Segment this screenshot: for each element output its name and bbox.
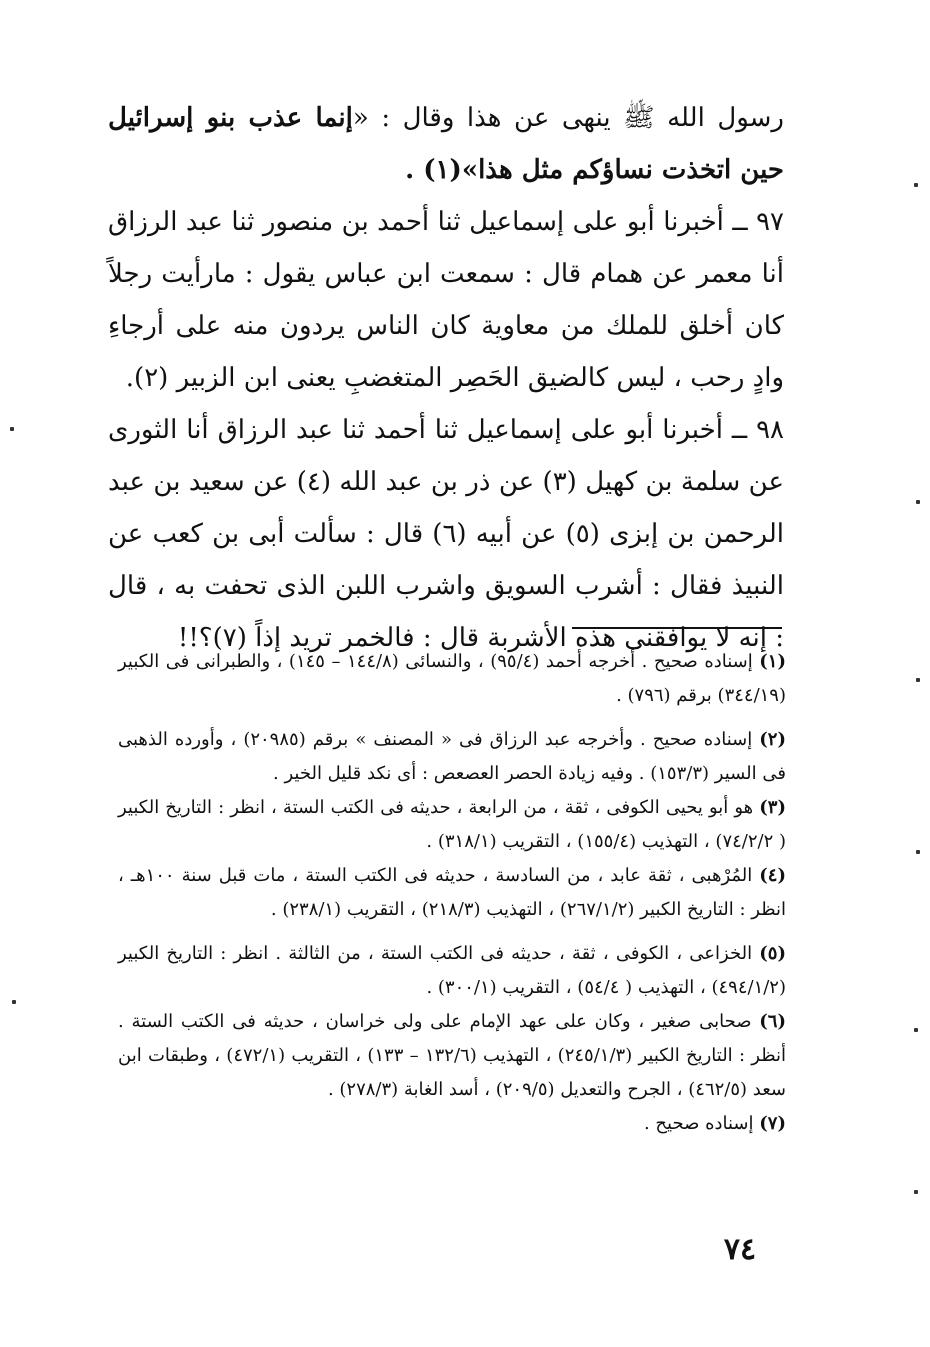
footnotes (118, 645, 786, 1141)
scan-speck (916, 678, 920, 682)
footnote-5 (118, 937, 786, 1005)
footnote-4 (118, 859, 786, 927)
footnote-number: (٥) (759, 943, 786, 964)
main-text (108, 92, 784, 664)
hadith-97: ٩٧ ــ أخبرنا أبو على إسماعيل ثنا أحمد بن منصور ثنا عبد الرزاق أنا معمر عن همام قال : سمعت ابن عباس يقول : مارأيت رجلاً كان أخلق للملك من معاوية كان الناس يردون منه على أرجاءِ وادٍ رحب ، ليس كالضيق الحَصِر المتغضبِ يعنى ابن الزبير (٢). (108, 207, 784, 393)
footnote-2 (118, 723, 786, 791)
footnote-3 (118, 791, 786, 859)
footnote-number: (٤) (759, 865, 786, 886)
footnote-number: (٦) (759, 1011, 786, 1032)
quote-close: »(١) . (405, 155, 479, 185)
scan-speck (12, 1000, 16, 1004)
footnote-text: المُرْهبى ، ثقة عابد ، من السادسة ، حديثه فى الكتب الستة ، مات قبل سنة ١٠٠هـ ، انظر : التاريخ الكبير (٢٦٧/١/٢) ، التهذيب (٢١٨/٣) ، التقريب (٢٣٨/١) . (118, 865, 786, 920)
scan-speck (914, 183, 918, 187)
footnote-separator (572, 627, 782, 629)
hadith-98: ٩٨ ــ أخبرنا أبو على إسماعيل ثنا أحمد ثنا عبد الرزاق أنا الثورى عن سلمة بن كهيل (٣) عن ذر بن عبد الله (٤) عن سعيد بن عبد الرحمن بن إبزى (٥) عن أبيه (٦) قال : سألت أبى بن كعب عن النبيذ فقال : أشرب السويق واشرب اللبن الذى تحفت به ، قال : إنه لا يوافقنى هذه الأشربة قال : فالخمر تريد إذاً (٧)؟!! (108, 415, 785, 653)
footnote-1 (118, 645, 786, 713)
paragraph-intro: رسول الله ﷺ ينهى عن هذا وقال : « (352, 103, 784, 133)
paragraph-continuation (108, 92, 784, 196)
page-number: ٧٤ (723, 1232, 757, 1267)
footnote-6 (118, 1005, 786, 1107)
footnote-text: إسناده صحيح . أخرجه أحمد (٩٥/٤) ، والنسائى (١٤٤/٨ – ١٤٥) ، والطبرانى فى الكبير (٣٤٤/١٩) برقم (٧٩٦) . (118, 651, 786, 706)
footnote-text: إسناده صحيح . (643, 1113, 754, 1134)
footnote-number: (٧) (759, 1113, 786, 1134)
footnote-text: هو أبو يحيى الكوفى ، ثقة ، من الرابعة ، حديثه فى الكتب الستة ، انظر : التاريخ الكبير ( ٧٤/٢/٢) ، التهذيب (١٥٥/٤) ، التقريب (٣١٨/١) . (118, 797, 786, 852)
scan-speck (916, 500, 920, 504)
footnote-number: (١) (759, 651, 786, 672)
footnote-text: إسناده صحيح . وأخرجه عبد الرزاق فى « المصنف » برقم (٢٠٩٨٥) ، وأورده الذهبى فى السير (١٥٣/٣) . وفيه زيادة الحصر العصعص : أى نكد قليل الخير . (118, 729, 786, 784)
scan-speck (10, 427, 14, 431)
hadith-quote: إنما عذب بنو إسرائيل حين اتخذت نساؤكم مثل هذا (108, 103, 784, 185)
footnote-text: الخزاعى ، الكوفى ، ثقة ، حديثه فى الكتب الستة ، من الثالثة . انظر : التاريخ الكبير (٤٩٤/١/٢) ، التهذيب ( ٥٤/٤) ، التقريب (٣٠٠/١) . (118, 943, 786, 998)
scan-speck (916, 850, 920, 854)
footnote-number: (٣) (759, 797, 786, 818)
footnote-text: صحابى صغير ، وكان على عهد الإمام على ولى خراسان ، حديثه فى الكتب الستة . أنظر : التاريخ الكبير (٢٤٥/١/٣) ، التهذيب (١٣٢/٦ – ١٣٣) ، التقريب (٤٧٢/١) ، وطبقات ابن سعد (٤٦٢/٥) ، الجرح والتعديل (٢٠٩/٥) ، أسد الغابة (٢٧٨/٣) . (118, 1011, 786, 1100)
footnote-7 (118, 1107, 786, 1141)
scan-speck (914, 1190, 918, 1194)
scan-speck (914, 1028, 918, 1032)
footnote-number: (٢) (759, 729, 786, 750)
